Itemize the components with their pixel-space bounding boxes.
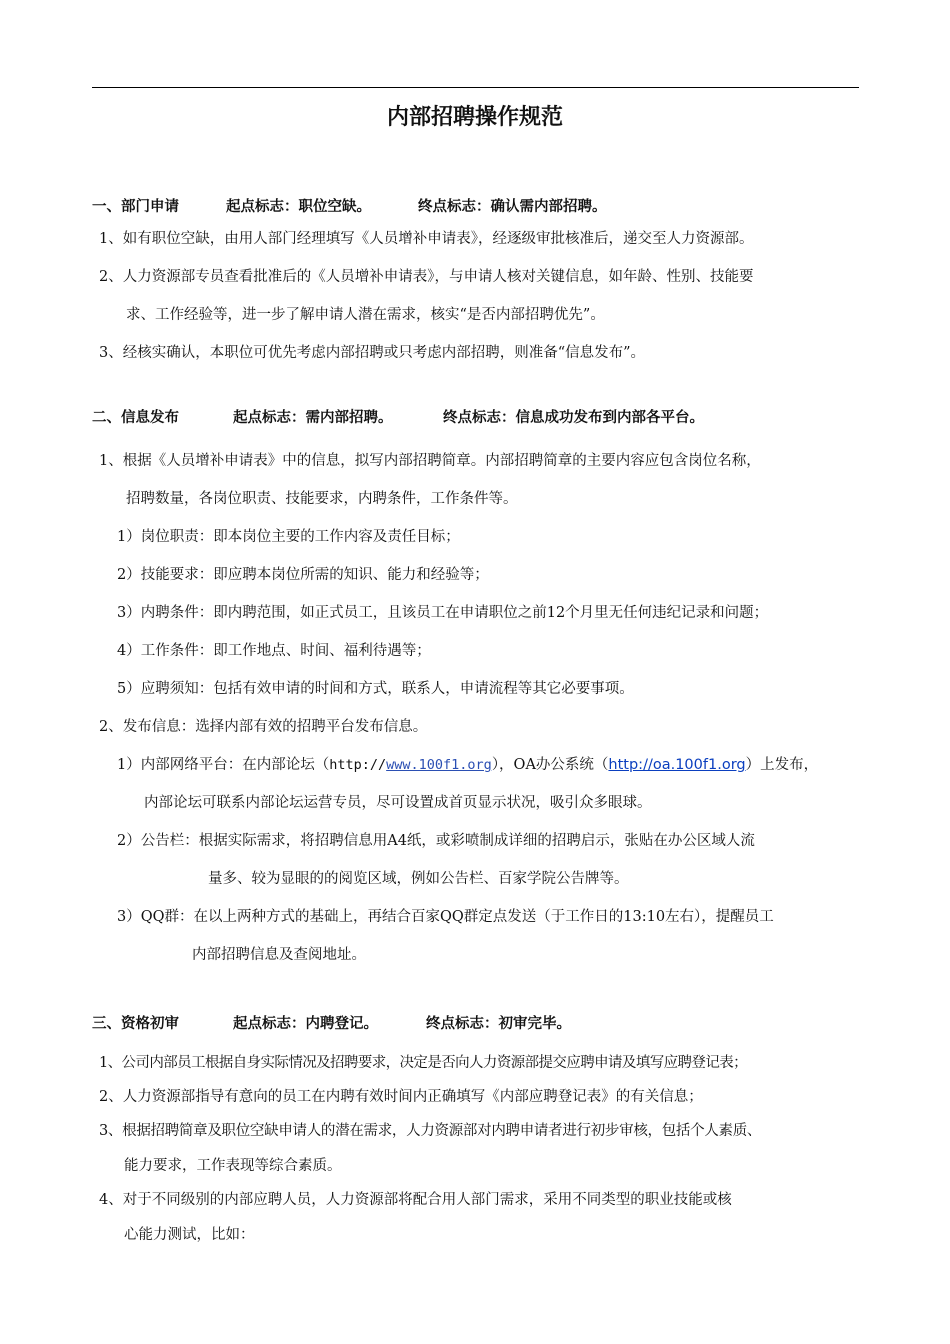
section1-line2b: 求、工作经验等，进一步了解申请人潜在需求，核实“是否内部招聘优先”。	[126, 307, 605, 323]
section2-platform1	[117, 753, 818, 774]
section2-platform3b: 内部招聘信息及查阅地址。	[192, 947, 366, 963]
section2-heading	[92, 406, 704, 427]
section2-platform2b: 量多、较为显眼的的阅览区域，例如公告栏、百家学院公告牌等。	[208, 871, 629, 887]
document-title: 内部招聘操作规范	[386, 105, 563, 130]
section2-sub5: 5）应聘须知：包括有效申请的时间和方式，联系人，申请流程等其它必要事项。	[117, 681, 634, 697]
section2-sub4: 4）工作条件：即工作地点、时间、福利待遇等；	[117, 643, 431, 659]
section3-line3a: 3、根据招聘简章及职位空缺申请人的潜在需求，人力资源部对内聘申请者进行初步审核，包括个人素质、	[99, 1123, 762, 1139]
header-rule	[92, 87, 859, 88]
section3-end: 终点标志：初审完毕。	[426, 1016, 571, 1032]
section1-name: 一、部门申请	[92, 199, 179, 215]
section1-line2a: 2、人力资源部专员查看批准后的《人员增补申请表》，与申请人核对关键信息，如年龄、性别、技能要	[99, 269, 754, 285]
platform1-prefix: 1）内部网络平台：在内部论坛（	[117, 757, 330, 773]
section3-line2: 2、人力资源部指导有意向的员工在内聘有效时间内正确填写《内部应聘登记表》的有关信息；	[99, 1089, 703, 1105]
section1-start: 起点标志：职位空缺。	[226, 199, 371, 215]
section2-line1b: 招聘数量，各岗位职责、技能要求，内聘条件，工作条件等。	[126, 491, 518, 507]
section2-name: 二、信息发布	[92, 410, 179, 426]
section3-name: 三、资格初审	[92, 1016, 179, 1032]
section1-line3: 3、经核实确认，本职位可优先考虑内部招聘或只考虑内部招聘，则准备“信息发布”。	[99, 345, 646, 361]
section3-line4a: 4、对于不同级别的内部应聘人员，人力资源部将配合用人部门需求，采用不同类型的职业技能或核	[99, 1192, 732, 1208]
section2-platform1b: 内部论坛可联系内部论坛运营专员，尽可设置成首页显示状况，吸引众多眼球。	[144, 795, 652, 811]
section3-line3b: 能力要求，工作表现等综合素质。	[124, 1158, 342, 1174]
forum-link[interactable]: www.100f1.org	[386, 757, 492, 773]
oa-link[interactable]: http://oa.100f1.org	[608, 757, 746, 773]
section2-line2: 2、发布信息：选择内部有效的招聘平台发布信息。	[99, 719, 428, 735]
section3-heading	[92, 1012, 571, 1033]
platform1-suffix: ）上发布，	[745, 757, 819, 773]
section2-platform2a: 2）公告栏：根据实际需求，将招聘信息用A4纸，或彩喷制成详细的招聘启示，张贴在办公区域人流	[117, 833, 755, 849]
section3-line1: 1、公司内部员工根据自身实际情况及招聘要求，决定是否向人力资源部提交应聘申请及填写应聘登记表；	[99, 1055, 748, 1071]
section3-start: 起点标志：内聘登记。	[233, 1016, 378, 1032]
section2-sub2: 2）技能要求：即应聘本岗位所需的知识、能力和经验等；	[117, 567, 489, 583]
section3-line4b: 心能力测试，比如：	[124, 1227, 255, 1243]
platform1-http: http://	[329, 757, 387, 773]
section1-line1: 1、如有职位空缺，由用人部门经理填写《人员增补申请表》，经逐级审批核准后，递交至人力资源部。	[99, 231, 754, 247]
section2-sub1: 1）岗位职责：即本岗位主要的工作内容及责任目标；	[117, 529, 460, 545]
section1-heading	[92, 195, 607, 216]
section2-start: 起点标志：需内部招聘。	[233, 410, 393, 426]
section2-line1a: 1、根据《人员增补申请表》中的信息，拟写内部招聘简章。内部招聘简章的主要内容应包含岗位名称，	[99, 453, 761, 469]
section2-platform3a: 3）QQ群：在以上两种方式的基础上，再结合百家QQ群定点发送（于工作日的13:10左右），提醒员工	[117, 909, 774, 925]
section1-end: 终点标志：确认需内部招聘。	[418, 199, 607, 215]
platform1-mid: ），OA办公系统（	[491, 757, 609, 773]
section2-end: 终点标志：信息成功发布到内部各平台。	[443, 410, 704, 426]
section2-sub3: 3）内聘条件：即内聘范围，如正式员工，且该员工在申请职位之前12个月里无任何违纪记录和问题；	[117, 605, 769, 621]
